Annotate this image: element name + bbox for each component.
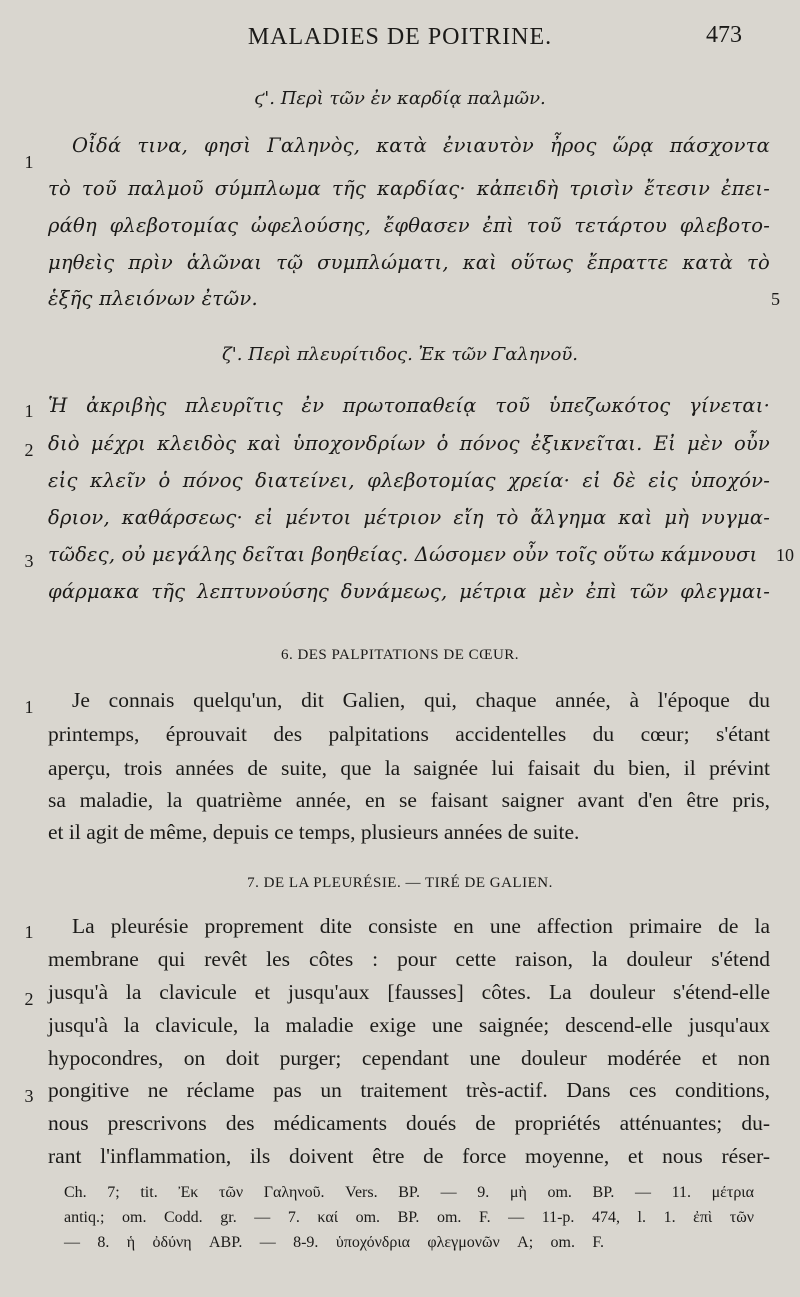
line-number: 1 (24, 401, 34, 421)
french-line: aperçu, trois années de suite, que la saignée lui faisait du bien, il prévint (48, 756, 770, 780)
greek-line: μηθεὶς πρὶν ἁλῶναι τῷ συμπλώματι, καὶ οὕτως ἔπραττε κατὰ τὸ (48, 251, 770, 274)
greek-line: τὸ τοῦ παλμοῦ σύμπλωμα τῆς καρδίας· κἀπειδὴ τρισὶν ἔτεσιν ἐπει- (48, 177, 770, 200)
french-line: printemps, éprouvait des palpitations accidentelles du cœur; s'étant (48, 722, 770, 746)
line-number: 1 (24, 697, 34, 717)
greek-line: ἑξῆς πλειόνων ἐτῶν. (48, 287, 258, 310)
line-number: 1 (24, 922, 34, 942)
greek-line: διὸ μέχρι κλειδὸς καὶ ὑποχονδρίων ὁ πόνος ἐξικνεῖται. Εἰ μὲν οὖν (48, 432, 770, 455)
french-line: La pleurésie proprement dite consiste en une affection primaire de la (72, 914, 770, 938)
french-line: membrane qui revêt les côtes : pour cette raison, la douleur s'étend (48, 947, 770, 971)
running-header: MALADIES DE POITRINE. (247, 24, 553, 50)
french-heading-7: 7. DE LA PLEURÉSIE. — TIRÉ DE GALIEN. (247, 875, 553, 891)
french-heading-6: 6. DES PALPITATIONS DE CŒUR. (280, 647, 520, 663)
footnote-line: antiq.; om. Codd. gr. — 7. καί om. BP. om. F. — 11-p. 474, l. 1. ἐπὶ τῶν (64, 1209, 754, 1226)
greek-line: τῶδες, οὐ μεγάλης δεῖται βοηθείας. Δώσομεν οὖν τοῖς οὕτω κάμνουσι (48, 543, 758, 566)
french-line: jusqu'à la clavicule et jusqu'aux [fausses] côtes. La douleur s'étend-elle (48, 980, 770, 1004)
footnote-line: — 8. ἡ ὀδύνη ABP. — 8-9. ὑποχόνδρια φλεγμονῶν A; om. F. (64, 1234, 604, 1251)
french-line: Je connais quelqu'un, dit Galien, qui, chaque année, à l'époque du (72, 688, 770, 712)
line-number: 3 (24, 551, 34, 571)
greek-line: δριον, καθάρσεως· εἰ μέντοι μέτριον εἴη τὸ ἄλγημα καὶ μὴ νυγμα- (48, 506, 770, 529)
line-number: 2 (24, 440, 34, 460)
greek-line: Οἶδά τινα, φησὶ Γαληνὸς, κατὰ ἐνιαυτὸν ἦρος ὥρᾳ πάσχοντα (72, 134, 770, 157)
french-line: pongitive ne réclame pas un traitement très-actif. Dans ces conditions, (48, 1078, 770, 1102)
french-line: hypocondres, on doit purger; cependant une douleur modérée et non (48, 1046, 770, 1070)
french-line: jusqu'à la clavicule, la maladie exige une saignée; descend-elle jusqu'aux (48, 1013, 770, 1037)
greek-line: φάρμακα τῆς λεπτυνούσης δυνάμεως, μέτρια μὲν ἐπὶ τῶν φλεγμαι- (48, 580, 770, 603)
greek-line: ράθη φλεβοτομίας ὠφελούσης, ἔφθασεν ἐπὶ τοῦ τετάρτου φλεβοτο- (48, 214, 770, 237)
greek-heading-7: ζ'. Περὶ πλευρίτιδος. Ἐκ τῶν Γαληνοῦ. (221, 344, 579, 365)
page-number: 473 (706, 22, 742, 48)
line-number: 1 (24, 152, 34, 172)
french-line: rant l'inflammation, ils doivent être de force moyenne, et nous réser- (48, 1144, 770, 1168)
verse-number: 10 (776, 545, 794, 565)
line-number: 2 (24, 989, 34, 1009)
greek-line: Ἡ ἀκριβὴς πλευρῖτις ἐν πρωτοπαθείᾳ τοῦ ὑπεζωκότος γίνεται· (48, 394, 770, 417)
greek-line: εἰς κλεῖν ὁ πόνος διατείνει, φλεβοτομίας χρεία· εἰ δὲ εἰς ὑποχόν- (48, 469, 770, 492)
verse-number: 5 (771, 289, 780, 309)
footnote-line: Ch. 7; tit. Ἐκ τῶν Γαληνοῦ. Vers. BP. — 9. μὴ om. BP. — 11. μέτρια (64, 1184, 754, 1201)
greek-heading-6: ϛ'. Περὶ τῶν ἐν καρδίᾳ παλμῶν. (254, 88, 546, 109)
french-line: sa maladie, la quatrième année, en se faisant saigner avant d'en être pris, (48, 788, 770, 812)
french-line: nous prescrivons des médicaments doués de propriétés atténuantes; du- (48, 1111, 770, 1135)
french-line: et il agit de même, depuis ce temps, plusieurs années de suite. (48, 820, 580, 844)
line-number: 3 (24, 1086, 34, 1106)
